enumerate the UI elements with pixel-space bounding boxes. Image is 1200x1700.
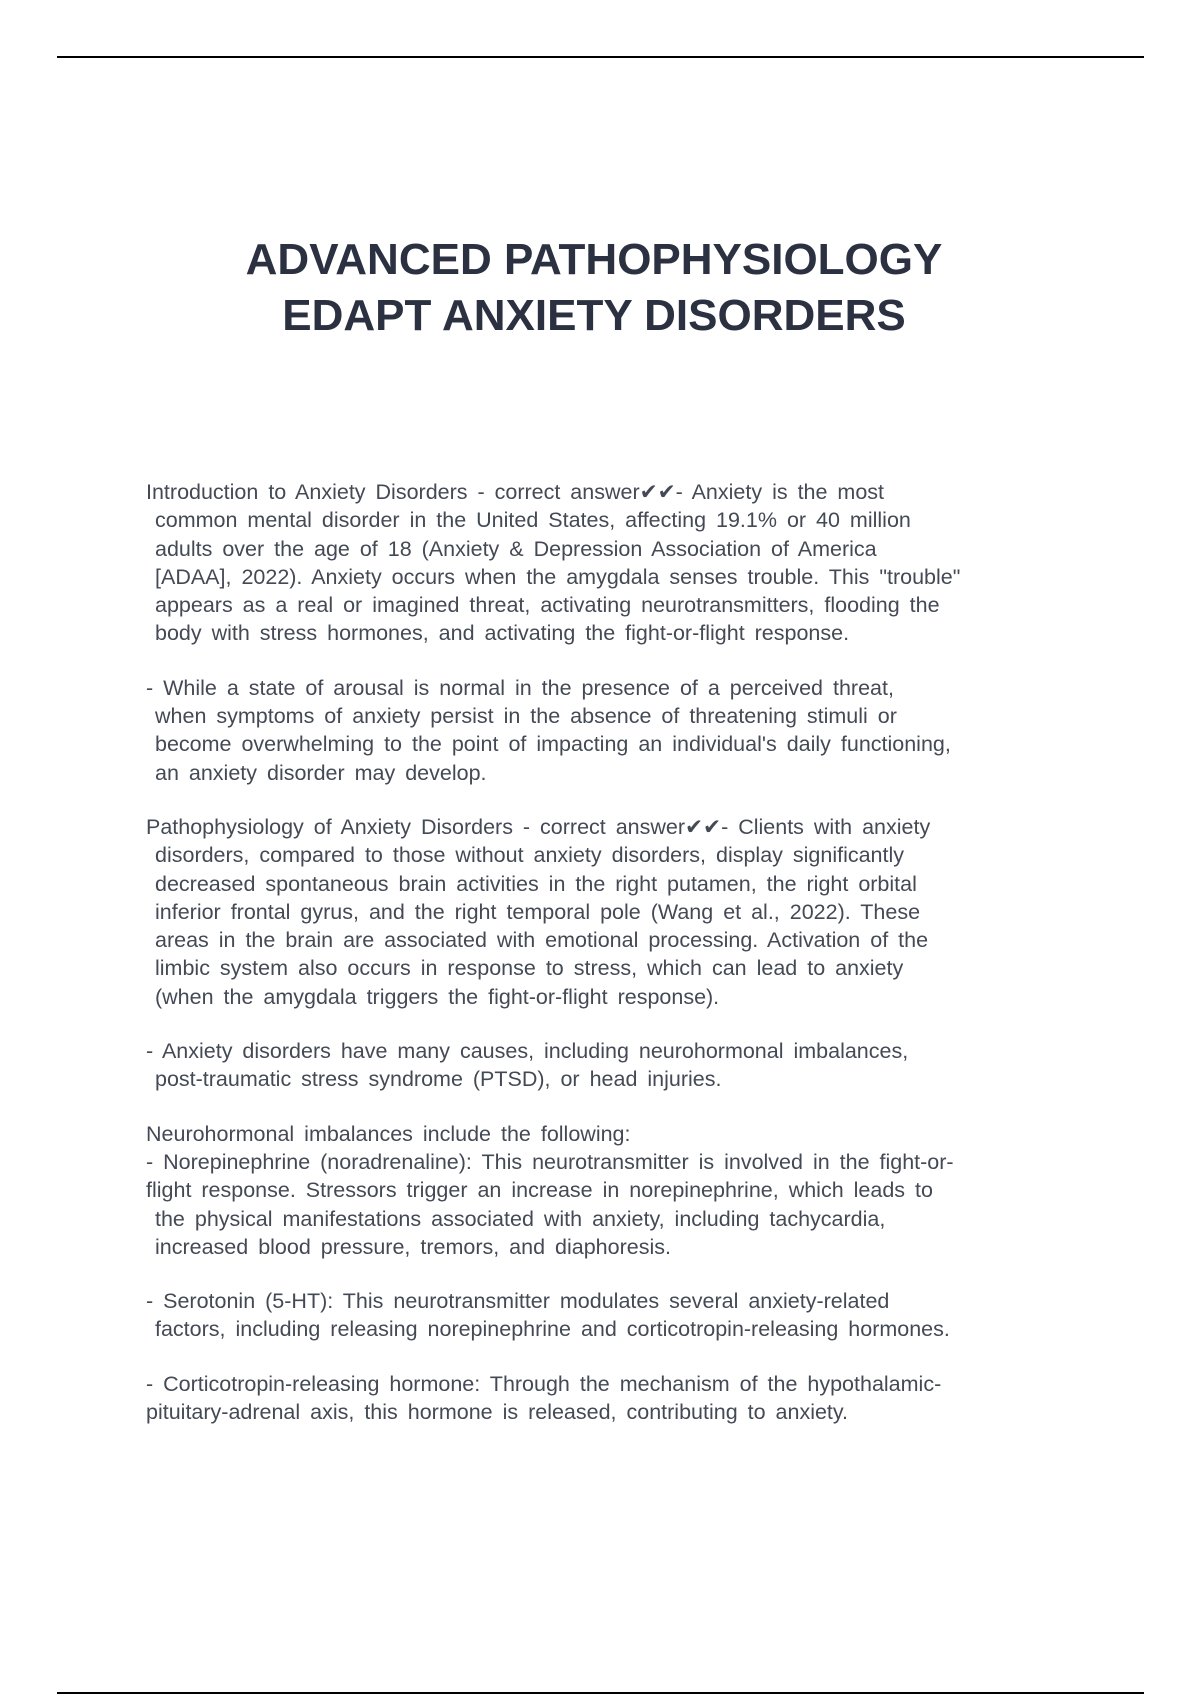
text-line: [ADAA], 2022). Anxiety occurs when the amygdala senses trouble. This "trouble" <box>155 564 961 589</box>
text-line: - Norepinephrine (noradrenaline): This neurotransmitter is involved in the fight-or- <box>146 1149 954 1174</box>
text-line: decreased spontaneous brain activities in the right putamen, the right orbital <box>155 871 917 896</box>
text-line: limbic system also occurs in response to stress, which can lead to anxiety <box>155 956 904 981</box>
paragraph-arousal <box>146 674 1086 787</box>
title-line-2: EDAPT ANXIETY DISORDERS <box>282 291 906 340</box>
document-body <box>146 478 1086 1426</box>
text-line: appears as a real or imagined threat, activating neurotransmitters, flooding the <box>155 593 940 618</box>
text-line: - Anxiety disorders have many causes, including neurohormonal imbalances, <box>146 1039 909 1064</box>
text-line: areas in the brain are associated with emotional processing. Activation of the <box>155 928 929 953</box>
paragraph-crh <box>146 1370 1086 1427</box>
text-line: post-traumatic stress syndrome (PTSD), or head injuries. <box>155 1067 722 1092</box>
text-line: an anxiety disorder may develop. <box>155 760 487 785</box>
text-line: flight response. Stressors trigger an increase in norepinephrine, which leads to <box>146 1178 933 1203</box>
text-line: disorders, compared to those without anxiety disorders, display significantly <box>155 843 905 868</box>
paragraph-causes <box>146 1037 1086 1094</box>
paragraph-serotonin <box>146 1287 1086 1344</box>
paragraph-pathophysiology <box>146 813 1086 1011</box>
top-rule <box>57 56 1144 58</box>
bottom-rule <box>57 1692 1144 1694</box>
text-line: - While a state of arousal is normal in the presence of a perceived threat, <box>146 675 894 700</box>
paragraph-neurohormonal <box>146 1120 1086 1261</box>
title-line-1: ADVANCED PATHOPHYSIOLOGY <box>245 235 943 284</box>
text-line: Pathophysiology of Anxiety Disorders - correct answer✔✔- Clients with anxiety <box>146 814 931 839</box>
paragraph-introduction <box>146 478 1086 648</box>
text-line: - Corticotropin-releasing hormone: Through the mechanism of the hypothalamic- <box>146 1371 942 1396</box>
text-line: - Serotonin (5-HT): This neurotransmitter modulates several anxiety-related <box>146 1289 890 1314</box>
text-line: pituitary-adrenal axis, this hormone is released, contributing to anxiety. <box>146 1400 849 1425</box>
text-line: increased blood pressure, tremors, and diaphoresis. <box>155 1234 671 1259</box>
text-line: the physical manifestations associated with anxiety, including tachycardia, <box>155 1206 886 1231</box>
text-line: adults over the age of 18 (Anxiety & Depression Association of America <box>155 536 877 561</box>
text-line: (when the amygdala triggers the fight-or-flight response). <box>155 984 720 1009</box>
text-line: body with stress hormones, and activating the fight-or-flight response. <box>155 621 850 646</box>
text-line: common mental disorder in the United States, affecting 19.1% or 40 million <box>155 508 911 533</box>
document-title <box>0 232 1188 344</box>
text-line: Neurohormonal imbalances include the following: <box>146 1121 631 1146</box>
text-line: factors, including releasing norepinephrine and corticotropin-releasing hormones. <box>155 1317 950 1342</box>
text-line: become overwhelming to the point of impacting an individual's daily functioning, <box>155 732 951 757</box>
text-line: inferior frontal gyrus, and the right temporal pole (Wang et al., 2022). These <box>155 899 921 924</box>
text-line: when symptoms of anxiety persist in the absence of threatening stimuli or <box>155 704 897 729</box>
text-line: Introduction to Anxiety Disorders - correct answer✔✔- Anxiety is the most <box>146 480 885 504</box>
